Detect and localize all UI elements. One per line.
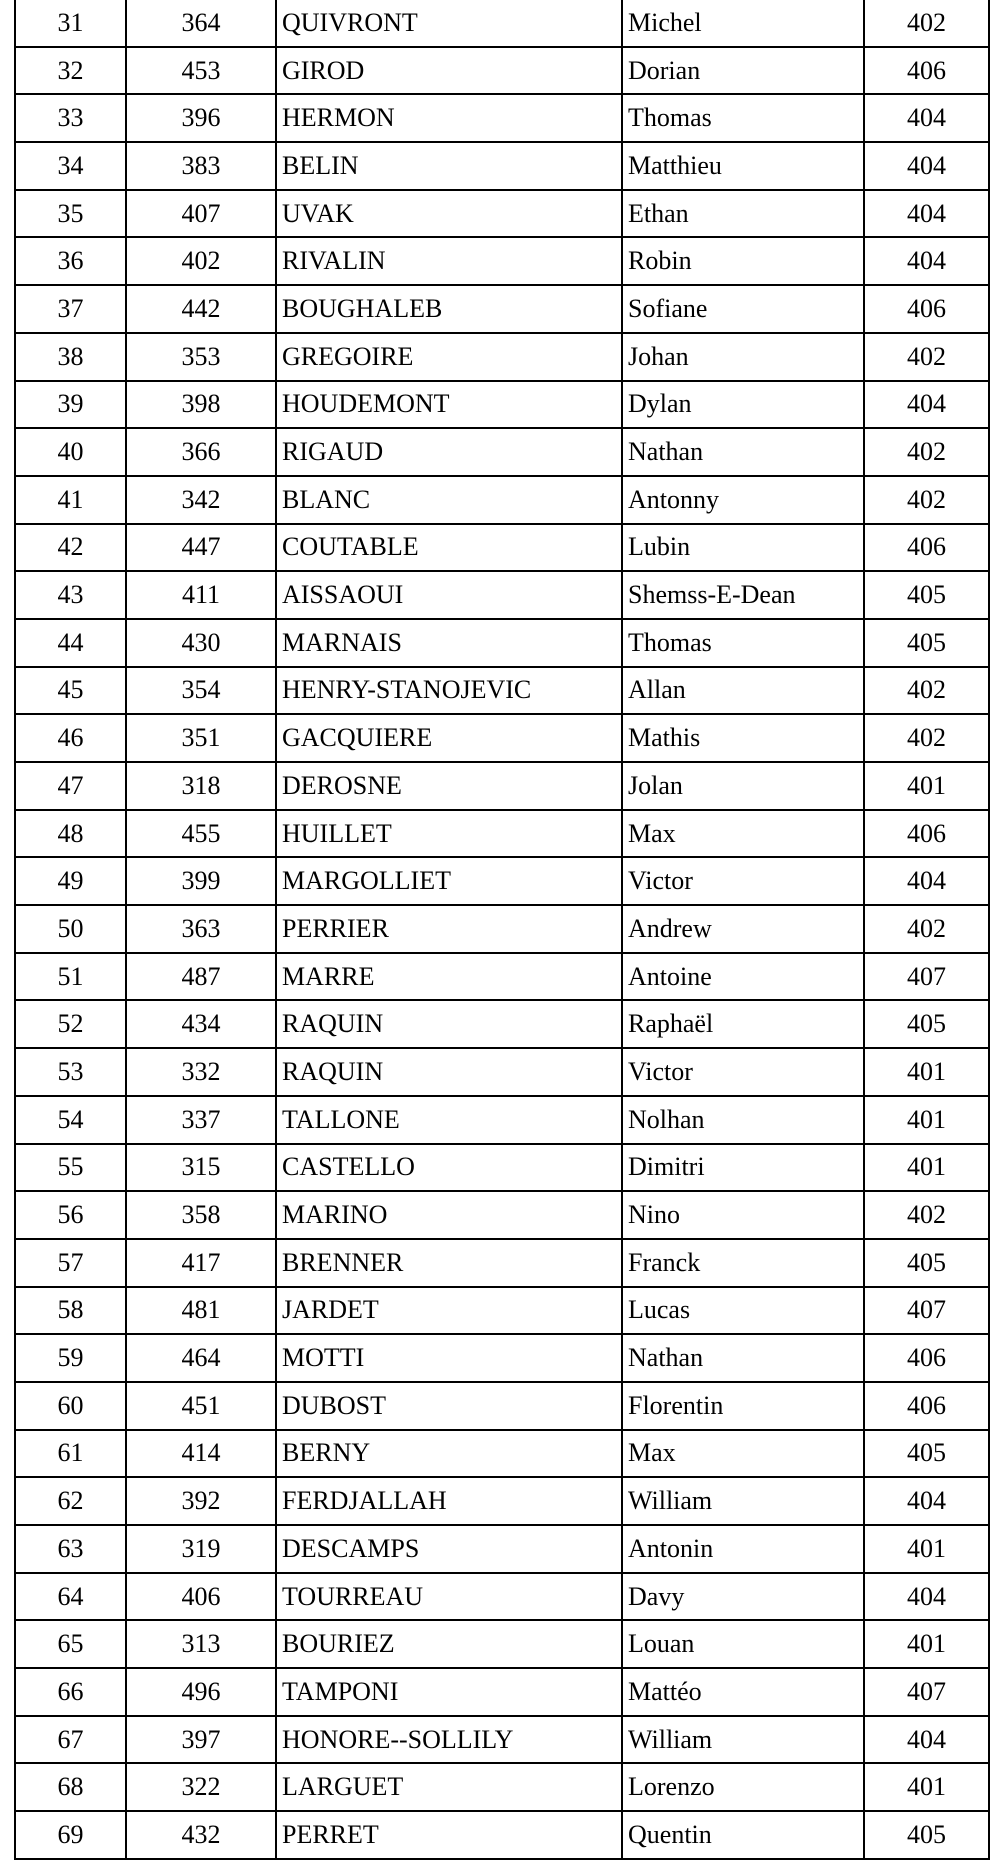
bib-number-cell: 397: [126, 1716, 276, 1764]
bib-number-cell: 342: [126, 476, 276, 524]
category-code-cell: 407: [864, 953, 989, 1001]
last-name-cell: QUIVRONT: [276, 0, 622, 47]
category-code-cell: 406: [864, 47, 989, 95]
first-name-cell: Sofiane: [622, 285, 864, 333]
first-name-cell: Antonin: [622, 1525, 864, 1573]
table-row: [15, 47, 989, 95]
rank-cell: 48: [15, 810, 126, 858]
table-row: [15, 857, 989, 905]
bib-number-cell: 434: [126, 1000, 276, 1048]
bib-number-cell: 398: [126, 381, 276, 429]
first-name-cell: Nino: [622, 1191, 864, 1239]
category-code-cell: 401: [864, 762, 989, 810]
first-name-cell: Antoine: [622, 953, 864, 1001]
table-row: [15, 381, 989, 429]
table-row: [15, 619, 989, 667]
last-name-cell: BLANC: [276, 476, 622, 524]
table-row: [15, 1000, 989, 1048]
last-name-cell: GACQUIERE: [276, 714, 622, 762]
bib-number-cell: 313: [126, 1620, 276, 1668]
table-row: [15, 810, 989, 858]
table-row: [15, 333, 989, 381]
last-name-cell: GIROD: [276, 47, 622, 95]
bib-number-cell: 358: [126, 1191, 276, 1239]
first-name-cell: Lubin: [622, 524, 864, 572]
last-name-cell: MARRE: [276, 953, 622, 1001]
category-code-cell: 402: [864, 476, 989, 524]
rank-cell: 57: [15, 1239, 126, 1287]
bib-number-cell: 322: [126, 1763, 276, 1811]
table-row: [15, 1382, 989, 1430]
rank-cell: 43: [15, 571, 126, 619]
table-row: [15, 142, 989, 190]
table-row: [15, 285, 989, 333]
last-name-cell: COUTABLE: [276, 524, 622, 572]
category-code-cell: 401: [864, 1620, 989, 1668]
category-code-cell: 402: [864, 333, 989, 381]
table-row: [15, 1334, 989, 1382]
last-name-cell: DUBOST: [276, 1382, 622, 1430]
bib-number-cell: 315: [126, 1144, 276, 1192]
category-code-cell: 406: [864, 810, 989, 858]
rank-cell: 45: [15, 667, 126, 715]
last-name-cell: HOUDEMONT: [276, 381, 622, 429]
rank-cell: 65: [15, 1620, 126, 1668]
first-name-cell: Mattéo: [622, 1668, 864, 1716]
table-row: [15, 190, 989, 238]
rank-cell: 44: [15, 619, 126, 667]
rank-cell: 68: [15, 1763, 126, 1811]
bib-number-cell: 414: [126, 1430, 276, 1478]
results-table-body: [15, 0, 989, 1859]
table-row: [15, 1763, 989, 1811]
first-name-cell: Allan: [622, 667, 864, 715]
bib-number-cell: 432: [126, 1811, 276, 1859]
rank-cell: 49: [15, 857, 126, 905]
last-name-cell: TALLONE: [276, 1096, 622, 1144]
last-name-cell: BOURIEZ: [276, 1620, 622, 1668]
first-name-cell: Dorian: [622, 47, 864, 95]
table-row: [15, 1811, 989, 1859]
category-code-cell: 407: [864, 1287, 989, 1335]
last-name-cell: RAQUIN: [276, 1000, 622, 1048]
bib-number-cell: 417: [126, 1239, 276, 1287]
table-row: [15, 1096, 989, 1144]
bib-number-cell: 353: [126, 333, 276, 381]
first-name-cell: Franck: [622, 1239, 864, 1287]
first-name-cell: Nolhan: [622, 1096, 864, 1144]
first-name-cell: Michel: [622, 0, 864, 47]
last-name-cell: UVAK: [276, 190, 622, 238]
category-code-cell: 404: [864, 857, 989, 905]
rank-cell: 53: [15, 1048, 126, 1096]
bib-number-cell: 407: [126, 190, 276, 238]
category-code-cell: 406: [864, 1382, 989, 1430]
table-row: [15, 1048, 989, 1096]
rank-cell: 54: [15, 1096, 126, 1144]
first-name-cell: Dimitri: [622, 1144, 864, 1192]
rank-cell: 42: [15, 524, 126, 572]
bib-number-cell: 464: [126, 1334, 276, 1382]
first-name-cell: Shemss-E-Dean: [622, 571, 864, 619]
last-name-cell: BRENNER: [276, 1239, 622, 1287]
rank-cell: 63: [15, 1525, 126, 1573]
bib-number-cell: 399: [126, 857, 276, 905]
rank-cell: 32: [15, 47, 126, 95]
bib-number-cell: 337: [126, 1096, 276, 1144]
category-code-cell: 401: [864, 1144, 989, 1192]
rank-cell: 36: [15, 237, 126, 285]
last-name-cell: GREGOIRE: [276, 333, 622, 381]
last-name-cell: DEROSNE: [276, 762, 622, 810]
table-row: [15, 1525, 989, 1573]
bib-number-cell: 411: [126, 571, 276, 619]
table-row: [15, 1239, 989, 1287]
category-code-cell: 402: [864, 0, 989, 47]
rank-cell: 52: [15, 1000, 126, 1048]
category-code-cell: 401: [864, 1048, 989, 1096]
last-name-cell: RAQUIN: [276, 1048, 622, 1096]
last-name-cell: PERRET: [276, 1811, 622, 1859]
category-code-cell: 401: [864, 1096, 989, 1144]
category-code-cell: 406: [864, 524, 989, 572]
rank-cell: 46: [15, 714, 126, 762]
category-code-cell: 402: [864, 428, 989, 476]
bib-number-cell: 406: [126, 1573, 276, 1621]
table-row: [15, 1287, 989, 1335]
category-code-cell: 407: [864, 1668, 989, 1716]
first-name-cell: Thomas: [622, 94, 864, 142]
last-name-cell: HENRY-STANOJEVIC: [276, 667, 622, 715]
first-name-cell: Robin: [622, 237, 864, 285]
first-name-cell: Nathan: [622, 1334, 864, 1382]
last-name-cell: LARGUET: [276, 1763, 622, 1811]
rank-cell: 47: [15, 762, 126, 810]
first-name-cell: Davy: [622, 1573, 864, 1621]
rank-cell: 41: [15, 476, 126, 524]
category-code-cell: 406: [864, 1334, 989, 1382]
bib-number-cell: 402: [126, 237, 276, 285]
last-name-cell: MARGOLLIET: [276, 857, 622, 905]
table-row: [15, 1430, 989, 1478]
last-name-cell: RIGAUD: [276, 428, 622, 476]
bib-number-cell: 455: [126, 810, 276, 858]
first-name-cell: Matthieu: [622, 142, 864, 190]
rank-cell: 33: [15, 94, 126, 142]
bib-number-cell: 332: [126, 1048, 276, 1096]
first-name-cell: Victor: [622, 857, 864, 905]
first-name-cell: Florentin: [622, 1382, 864, 1430]
table-row: [15, 0, 989, 47]
rank-cell: 37: [15, 285, 126, 333]
last-name-cell: HERMON: [276, 94, 622, 142]
last-name-cell: CASTELLO: [276, 1144, 622, 1192]
category-code-cell: 404: [864, 1716, 989, 1764]
first-name-cell: Max: [622, 810, 864, 858]
last-name-cell: TOURREAU: [276, 1573, 622, 1621]
category-code-cell: 402: [864, 905, 989, 953]
category-code-cell: 405: [864, 571, 989, 619]
table-row: [15, 1573, 989, 1621]
last-name-cell: MOTTI: [276, 1334, 622, 1382]
rank-cell: 31: [15, 0, 126, 47]
category-code-cell: 404: [864, 237, 989, 285]
bib-number-cell: 366: [126, 428, 276, 476]
category-code-cell: 404: [864, 190, 989, 238]
category-code-cell: 402: [864, 714, 989, 762]
category-code-cell: 405: [864, 1811, 989, 1859]
rank-cell: 64: [15, 1573, 126, 1621]
bib-number-cell: 481: [126, 1287, 276, 1335]
category-code-cell: 401: [864, 1763, 989, 1811]
category-code-cell: 405: [864, 619, 989, 667]
bib-number-cell: 453: [126, 47, 276, 95]
rank-cell: 59: [15, 1334, 126, 1382]
table-row: [15, 1668, 989, 1716]
bib-number-cell: 430: [126, 619, 276, 667]
bib-number-cell: 396: [126, 94, 276, 142]
bib-number-cell: 364: [126, 0, 276, 47]
bib-number-cell: 392: [126, 1477, 276, 1525]
last-name-cell: BELIN: [276, 142, 622, 190]
category-code-cell: 401: [864, 1525, 989, 1573]
rank-cell: 56: [15, 1191, 126, 1239]
first-name-cell: Johan: [622, 333, 864, 381]
first-name-cell: Thomas: [622, 619, 864, 667]
bib-number-cell: 363: [126, 905, 276, 953]
bib-number-cell: 487: [126, 953, 276, 1001]
last-name-cell: BOUGHALEB: [276, 285, 622, 333]
rank-cell: 34: [15, 142, 126, 190]
category-code-cell: 404: [864, 94, 989, 142]
rank-cell: 38: [15, 333, 126, 381]
results-table: [14, 0, 990, 1860]
rank-cell: 66: [15, 1668, 126, 1716]
table-row: [15, 667, 989, 715]
bib-number-cell: 442: [126, 285, 276, 333]
category-code-cell: 402: [864, 667, 989, 715]
table-row: [15, 1716, 989, 1764]
bib-number-cell: 318: [126, 762, 276, 810]
category-code-cell: 404: [864, 381, 989, 429]
last-name-cell: JARDET: [276, 1287, 622, 1335]
last-name-cell: HONORE--SOLLILY: [276, 1716, 622, 1764]
rank-cell: 58: [15, 1287, 126, 1335]
rank-cell: 69: [15, 1811, 126, 1859]
category-code-cell: 404: [864, 1573, 989, 1621]
bib-number-cell: 383: [126, 142, 276, 190]
bib-number-cell: 319: [126, 1525, 276, 1573]
first-name-cell: Jolan: [622, 762, 864, 810]
first-name-cell: Louan: [622, 1620, 864, 1668]
table-row: [15, 714, 989, 762]
table-row: [15, 94, 989, 142]
table-row: [15, 428, 989, 476]
first-name-cell: Mathis: [622, 714, 864, 762]
category-code-cell: 405: [864, 1000, 989, 1048]
bib-number-cell: 351: [126, 714, 276, 762]
rank-cell: 40: [15, 428, 126, 476]
category-code-cell: 405: [864, 1239, 989, 1287]
rank-cell: 61: [15, 1430, 126, 1478]
last-name-cell: FERDJALLAH: [276, 1477, 622, 1525]
first-name-cell: Quentin: [622, 1811, 864, 1859]
last-name-cell: AISSAOUI: [276, 571, 622, 619]
table-row: [15, 476, 989, 524]
rank-cell: 60: [15, 1382, 126, 1430]
rank-cell: 55: [15, 1144, 126, 1192]
bib-number-cell: 451: [126, 1382, 276, 1430]
first-name-cell: William: [622, 1477, 864, 1525]
table-row: [15, 762, 989, 810]
first-name-cell: Ethan: [622, 190, 864, 238]
table-row: [15, 953, 989, 1001]
category-code-cell: 404: [864, 142, 989, 190]
table-row: [15, 237, 989, 285]
first-name-cell: Andrew: [622, 905, 864, 953]
last-name-cell: PERRIER: [276, 905, 622, 953]
last-name-cell: BERNY: [276, 1430, 622, 1478]
bib-number-cell: 496: [126, 1668, 276, 1716]
first-name-cell: Raphaël: [622, 1000, 864, 1048]
last-name-cell: DESCAMPS: [276, 1525, 622, 1573]
first-name-cell: Antonny: [622, 476, 864, 524]
bib-number-cell: 447: [126, 524, 276, 572]
first-name-cell: William: [622, 1716, 864, 1764]
first-name-cell: Lucas: [622, 1287, 864, 1335]
category-code-cell: 402: [864, 1191, 989, 1239]
bib-number-cell: 354: [126, 667, 276, 715]
table-row: [15, 524, 989, 572]
first-name-cell: Nathan: [622, 428, 864, 476]
category-code-cell: 406: [864, 285, 989, 333]
table-row: [15, 1191, 989, 1239]
rank-cell: 50: [15, 905, 126, 953]
last-name-cell: MARINO: [276, 1191, 622, 1239]
last-name-cell: RIVALIN: [276, 237, 622, 285]
first-name-cell: Lorenzo: [622, 1763, 864, 1811]
first-name-cell: Max: [622, 1430, 864, 1478]
rank-cell: 39: [15, 381, 126, 429]
category-code-cell: 404: [864, 1477, 989, 1525]
last-name-cell: TAMPONI: [276, 1668, 622, 1716]
rank-cell: 51: [15, 953, 126, 1001]
first-name-cell: Victor: [622, 1048, 864, 1096]
table-row: [15, 1620, 989, 1668]
category-code-cell: 405: [864, 1430, 989, 1478]
table-row: [15, 1477, 989, 1525]
rank-cell: 62: [15, 1477, 126, 1525]
table-row: [15, 1144, 989, 1192]
rank-cell: 67: [15, 1716, 126, 1764]
first-name-cell: Dylan: [622, 381, 864, 429]
last-name-cell: MARNAIS: [276, 619, 622, 667]
last-name-cell: HUILLET: [276, 810, 622, 858]
table-row: [15, 571, 989, 619]
rank-cell: 35: [15, 190, 126, 238]
table-row: [15, 905, 989, 953]
